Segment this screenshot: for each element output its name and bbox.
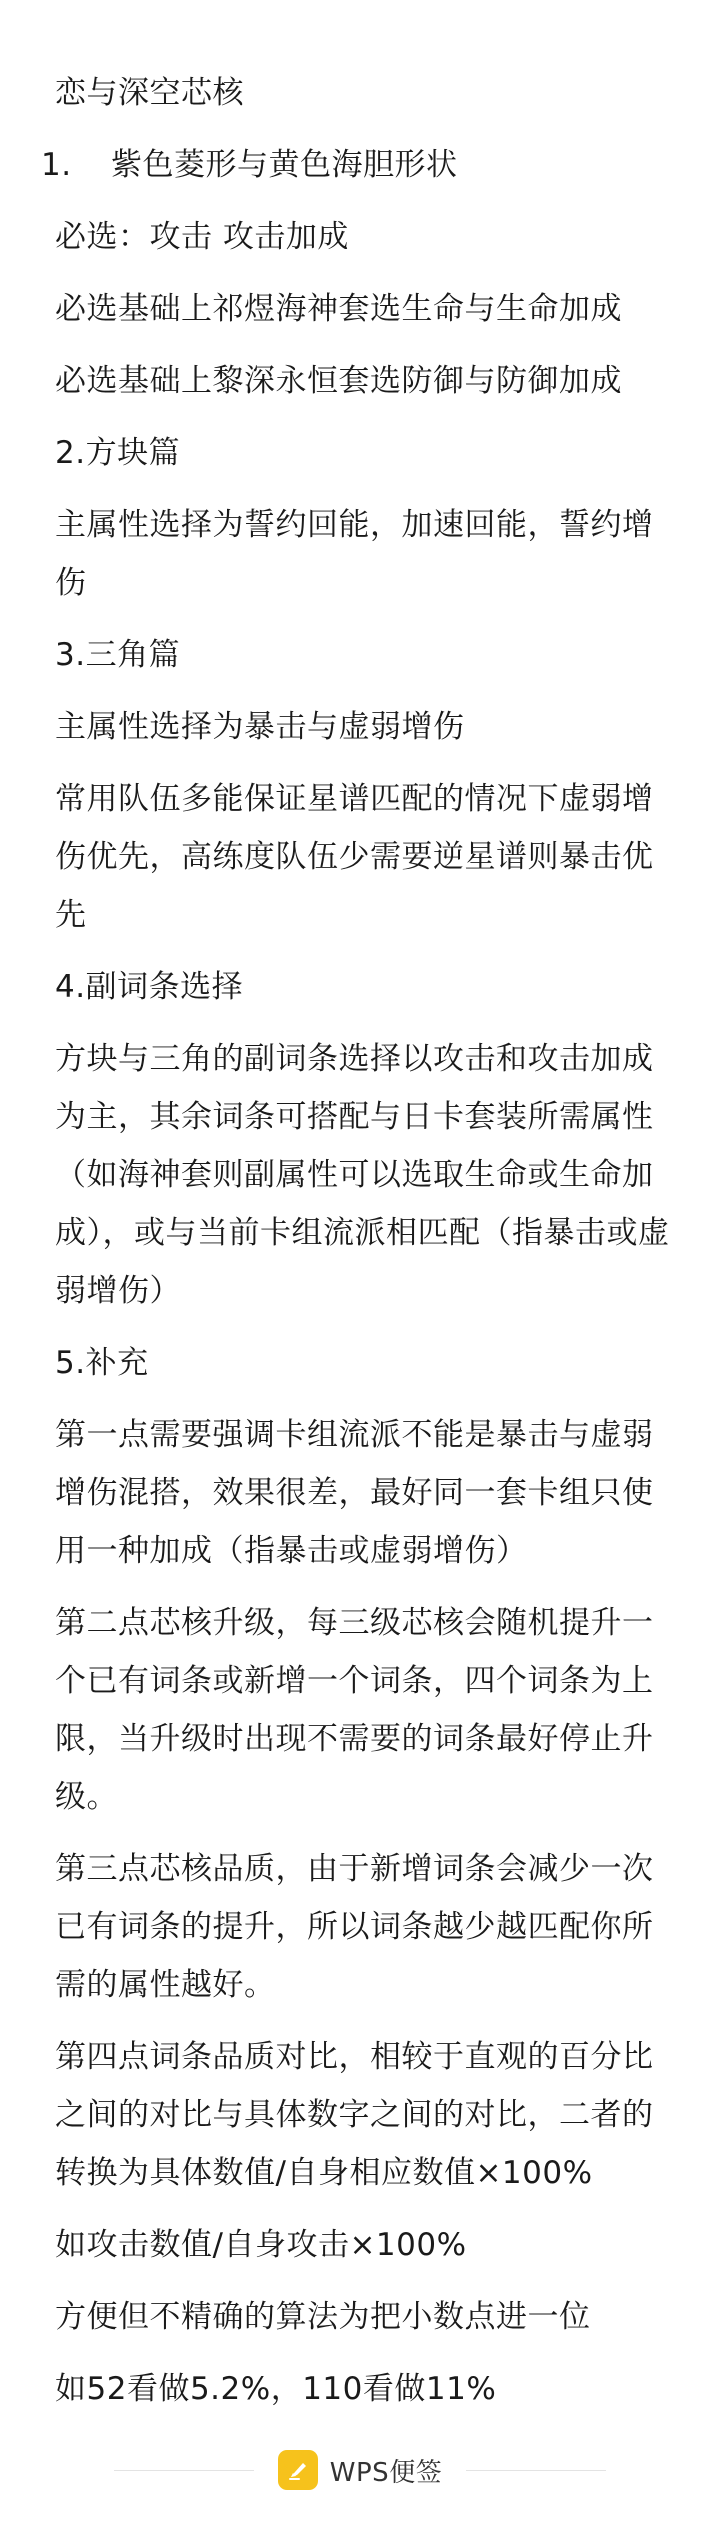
paragraph: 第四点词条品质对比，相较于直观的百分比之间的对比与具体数字之间的对比，二者的转换为具体数值/自身相应数值×100% bbox=[55, 2039, 654, 2191]
section-heading: 2.方块篇 bbox=[55, 435, 181, 471]
paragraph: 方块与三角的副词条选择以攻击和攻击加成为主，其余词条可搭配与日卡套装所需属性（如海神套则副属性可以选取生命或生命加成），或与当前卡组流派相匹配（指暴击或虚弱增伤） bbox=[55, 1041, 670, 1309]
document-body bbox=[41, 64, 675, 2432]
paragraph: 第二点芯核升级，每三级芯核会随机提升一个已有词条或新增一个词条，四个词条为上限，当升级时出现不需要的词条最好停止升级。 bbox=[55, 1605, 654, 1815]
paragraph: 主属性选择为誓约回能，加速回能，誓约增伤 bbox=[55, 507, 654, 601]
paragraph: 方便但不精确的算法为把小数点进一位 bbox=[55, 2299, 591, 2335]
footer-brand bbox=[278, 2450, 442, 2490]
wps-notes-icon bbox=[278, 2450, 318, 2490]
section-heading: 4.副词条选择 bbox=[55, 969, 244, 1005]
list-item-1 bbox=[41, 136, 675, 194]
footer-brand-label: WPS便签 bbox=[329, 2457, 443, 2488]
list-number: 1. bbox=[41, 147, 72, 183]
paragraph: 必选：攻击 攻击加成 bbox=[55, 219, 349, 255]
paragraph: 必选基础上黎深永恒套选防御与防御加成 bbox=[55, 363, 622, 399]
document-title: 恋与深空芯核 bbox=[55, 75, 244, 111]
footer-divider-left bbox=[114, 2470, 254, 2471]
footer-divider-right bbox=[466, 2470, 606, 2471]
paragraph: 主属性选择为暴击与虚弱增伤 bbox=[55, 709, 465, 745]
paragraph: 如攻击数值/自身攻击×100% bbox=[55, 2227, 467, 2263]
section-heading: 3.三角篇 bbox=[55, 637, 181, 673]
paragraph: 必选基础上祁煜海神套选生命与生命加成 bbox=[55, 291, 622, 327]
paragraph: 如52看做5.2%，110看做11% bbox=[55, 2371, 497, 2407]
paragraph: 常用队伍多能保证星谱匹配的情况下虚弱增伤优先，高练度队伍少需要逆星谱则暴击优先 bbox=[55, 781, 654, 933]
list-text: 紫色菱形与黄色海胆形状 bbox=[111, 147, 458, 183]
paragraph: 第一点需要强调卡组流派不能是暴击与虚弱增伤混搭，效果很差，最好同一套卡组只使用一种加成（指暴击或虚弱增伤） bbox=[55, 1417, 654, 1569]
footer bbox=[0, 2440, 720, 2500]
paragraph: 第三点芯核品质，由于新增词条会减少一次已有词条的提升，所以词条越少越匹配你所需的属性越好。 bbox=[55, 1851, 654, 2003]
section-heading: 5.补充 bbox=[55, 1345, 149, 1381]
